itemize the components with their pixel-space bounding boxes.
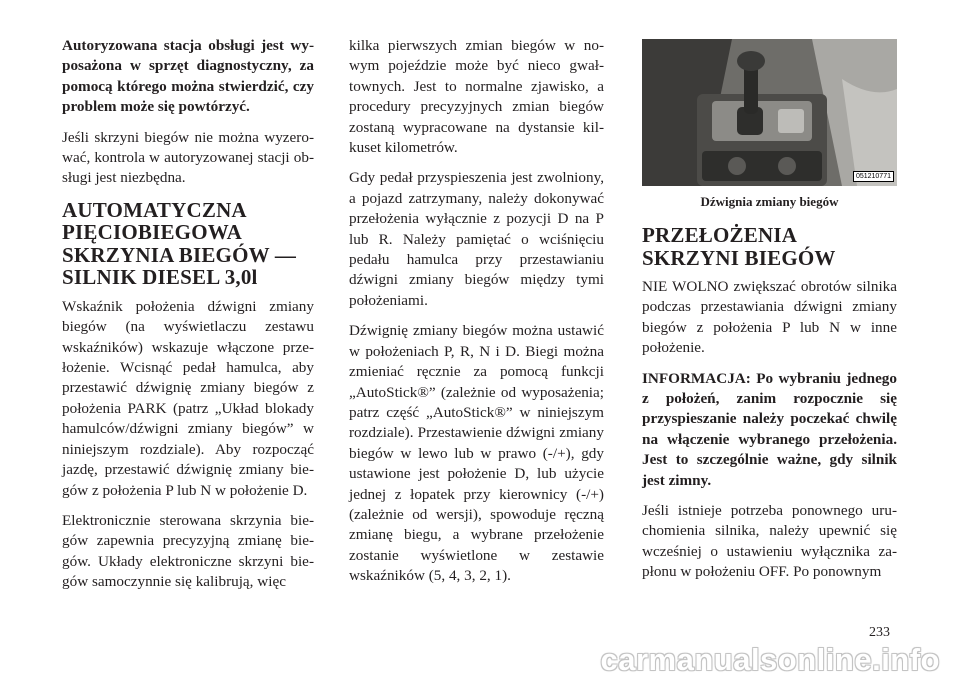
paragraph: Dźwignię zmiany biegów można ustawić w położeniach P, R, N i D. Biegi można zmieniać ręcznie za pomocą funkcji „AutoStick®” (zależnie od wyposażenia; patrz część „AutoStick®” w niniejszym rozdziale). Przestawienie dźwigni zmiany biegów w lewo lub w prawo (-/+), gdy ustawione jest położenie D, lub użycie jednej z łopatek przy kierownicy (-/+) (zależnie od wersji), spowoduje ręczną zmianę biegu, a wybrane przełożenie zostanie wyświetlone w zestawie wskaźników (5, 4, 3, 2, 1). <box>349 322 604 585</box>
paragraph: NIE WOLNO zwiększać obrotów silnika podczas przestawiania dźwigni zmiany biegów z położenia P lub N w inne położenie. <box>642 278 897 357</box>
intro-paragraph: Jeśli skrzyni biegów nie można wyzerować, kontrola w autoryzowanej stacji obsługi jest niezbędna. <box>62 128 314 187</box>
section-heading-automatic-transmission: AUTOMATYCZNA PIĘCIOBIEGOWA SKRZYNIA BIEGÓW — SILNIK DIESEL 3,0l <box>62 197 297 290</box>
intro-bold-paragraph: Autoryzowana stacja obsługi jest wyposażona w sprzęt diagnostyczny, za pomocą którego można stwierdzić, czy problem może się powtórzyć. <box>62 37 314 116</box>
paragraph: Gdy pedał przyspieszenia jest zwolniony, a pojazd zatrzymany, należy dokonywać przełożenia wyłącznie z pozycji D na P lub R. Należy pamiętać o wciśnięciu pedału hamulca przy przestawianiu dźwigni zmiany biegów między tymi położeniami. <box>349 169 604 309</box>
gear-shifter-illustration <box>642 39 897 186</box>
watermark-bar <box>0 641 960 678</box>
figure-id-label: 051210771 <box>853 171 894 182</box>
figure-caption: Dźwignia zmiany biegów <box>700 194 839 209</box>
column-left <box>62 36 314 603</box>
watermark-text: carmanualsonline.info <box>600 641 940 677</box>
note-bold-paragraph: INFORMACJA: Po wybraniu jednego z położeń, zanim rozpocznie się przyspieszanie należy poczekać chwilę na włączenie wybranego przełożenia. Jest to szczególnie ważne, gdy silnik jest zimny. <box>642 369 897 489</box>
column-right <box>642 36 897 593</box>
page-number: 233 <box>869 625 890 640</box>
gear-shifter-photo <box>642 39 897 186</box>
paragraph: Jeśli istnieje potrzeba ponownego uruchomienia silnika, należy upewnić się wcześniej o ustawieniu wyłącznika zapłonu w położeniu OFF. Po ponownym <box>642 502 897 581</box>
paragraph: kilka pierwszych zmian biegów w nowym pojeździe może być nieco gwałtownych. Jest to normalne zjawisko, a procedury precyzyjnych zmian biegów zostaną wypracowane na dystansie kilkuset kilometrów. <box>349 37 604 157</box>
paragraph: Elektronicznie sterowana skrzynia biegów zapewnia precyzyjną zmianę biegów. Układy elektroniczne skrzyni biegów samoczynnie się kalibrują, więc <box>62 511 314 591</box>
paragraph: Wskaźnik położenia dźwigni zmiany biegów (na wyświetlaczu zestawu wskaźników) wskazuje włączone przełożenie. Wcisnąć pedał hamulca, aby przestawić dźwignię zmiany biegów z położenia PARK (patrz „Układ blokady hamulców/dźwigni zmiany biegów” w niniejszym rozdziale). Aby rozpocząć jazdę, przestawić dźwignię zmiany biegów z położenia P lub N w położenie D. <box>62 297 314 499</box>
column-middle <box>349 36 604 597</box>
section-heading-gear-ranges: PRZEŁOŻENIA SKRZYNI BIEGÓW <box>642 223 836 270</box>
